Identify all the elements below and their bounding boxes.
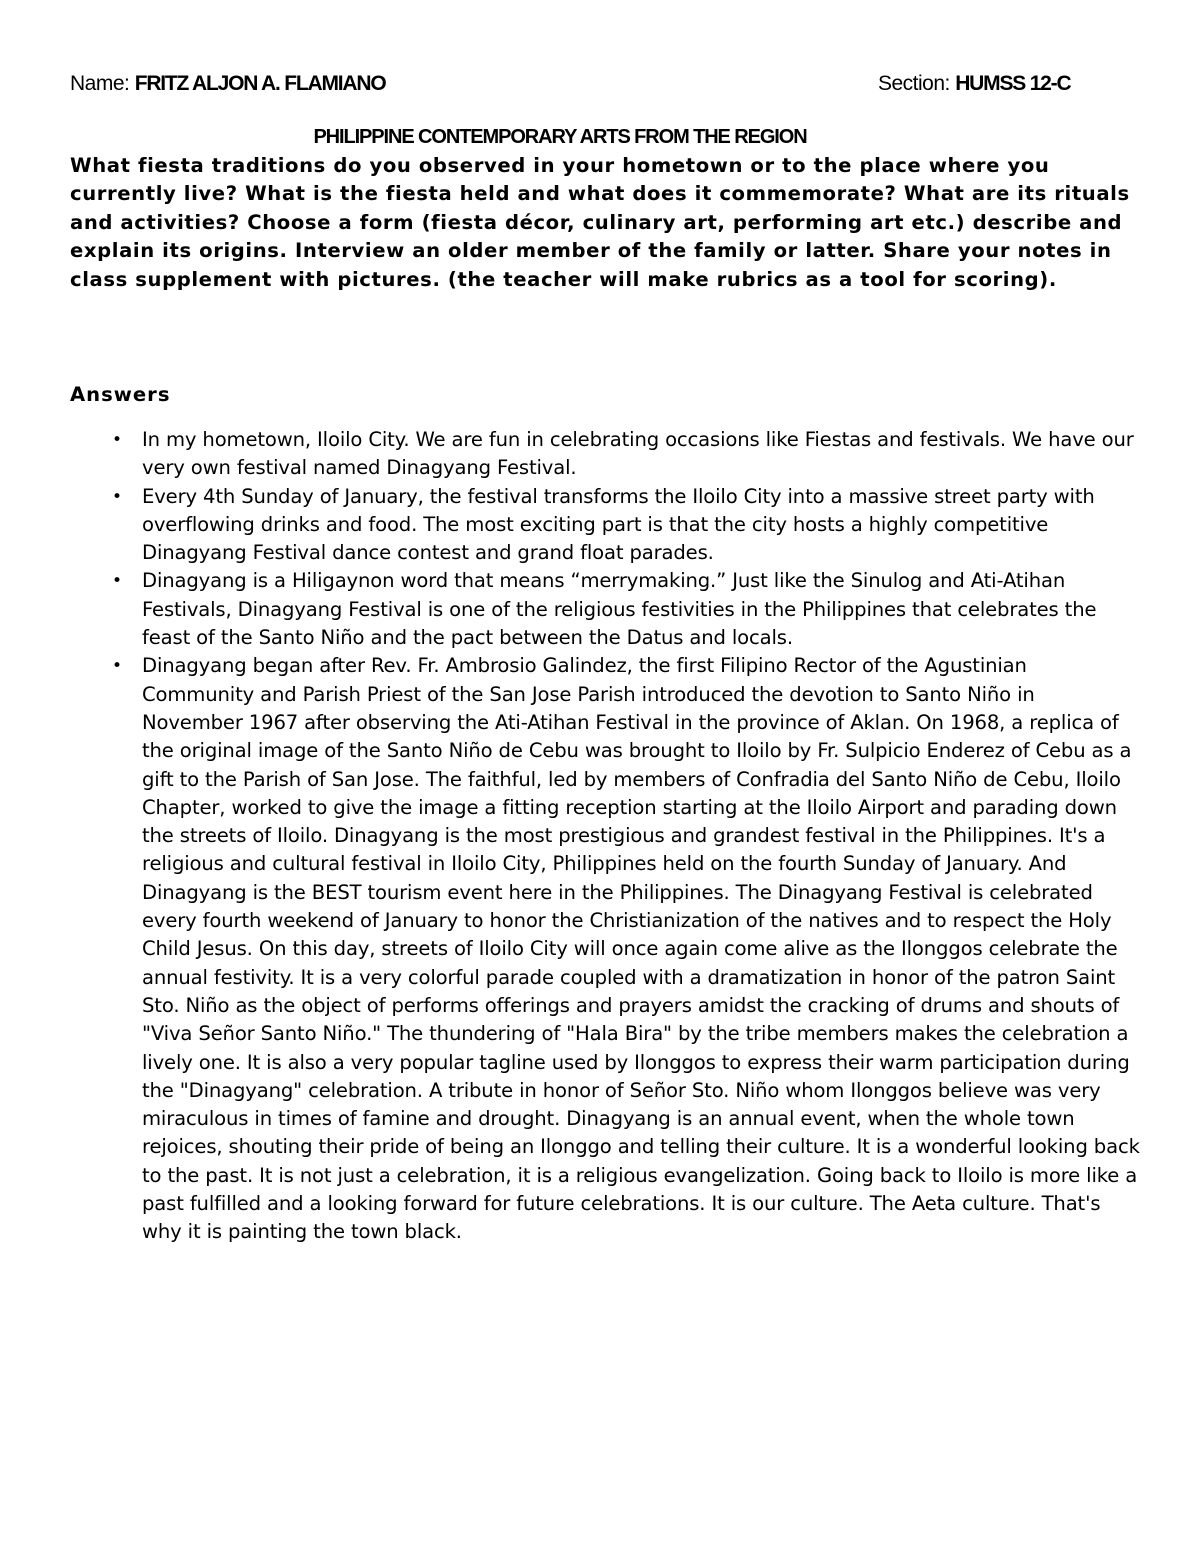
bullet-icon: • (112, 430, 122, 450)
answer-item (70, 567, 1140, 652)
document-title: PHILIPPINE CONTEMPORARY ARTS FROM THE REGION (313, 126, 807, 148)
answer-item (70, 426, 1140, 483)
name-field (70, 72, 386, 96)
bullet-icon: • (112, 571, 122, 592)
assignment-prompt: What fiesta traditions do you observed in your hometown or to the place where you currently live? What is the fiesta held and what does it commemorate? What are its rituals and activities? Choose a form (fiesta décor, culinary art, performing art etc.) describe and explain its origins. Interview an older member of the family or latter. Share your notes in class supplement with pictures. (the teacher will make rubrics as a tool for scoring). (70, 154, 1130, 291)
student-info-header (70, 72, 1130, 102)
name-value: FRITZ ALJON A. FLAMIANO (134, 72, 386, 95)
section-value: HUMSS 12-C (955, 72, 1071, 95)
answer-text: In my hometown, Iloilo City. We are fun in celebrating occasions like Fiestas and festivals. We have our very own festival named Dinagyang Festival. (142, 428, 1134, 480)
answer-text: Dinagyang began after Rev. Fr. Ambrosio Galindez, the first Filipino Rector of the Agustinian Community and Parish Priest of the San Jose Parish introduced the devotion to Santo Niño in November 1967 after observing the Ati-Atihan Festival in the province of Aklan. On 1968, a replica of the original image of the Santo Niño de Cebu was brought to Iloilo by Fr. Sulpicio Enderez of Cebu as a gift to the Parish of San Jose. The faithful, led by members of Confradia del Santo Niño de Cebu, Iloilo Chapter, worked to give the image a fitting reception starting at the Iloilo Airport and parading down the streets of Iloilo. Dinagyang is the most prestigious and grandest festival in the Philippines. It's a religious and cultural festival in Iloilo City, Philippines held on the fourth Sunday of January. And Dinagyang is the BEST tourism event here in the Philippines. The Dinagyang Festival is celebrated every fourth weekend of January to honor the Christianization of the natives and to respect the Holy Child Jesus. On this day, streets of Iloilo City will once again come alive as the Ilonggos celebrate the annual festivity. It is a very colorful parade coupled with a dramatization in honor of the patron Saint Sto. Niño as the object of performs offerings and prayers amidst the cracking of drums and shouts of "Viva Señor Santo Niño." The thundering of "Hala Bira" by the tribe members makes the celebration a lively one. It is also a very popular tagline used by Ilonggos to express their warm participation during the "Dinagyang" celebration. A tribute in honor of Señor Sto. Niño whom Ilonggos believe was very miraculous in times of famine and drought. Dinagyang is an annual event, when the whole town rejoices, shouting their pride of being an Ilonggo and telling their culture. It is a wonderful looking back to the past. It is not just a celebration, it is a religious evangelization. Going back to Iloilo is more like a past fulfilled and a looking forward for future celebrations. It is our culture. The Aeta culture. That's why it is painting the town black. (142, 654, 1140, 1244)
bullet-icon: • (112, 656, 122, 677)
name-label: Name: (70, 72, 135, 95)
section-label: Section: (878, 72, 956, 95)
answer-item (70, 652, 1140, 1246)
answer-item (70, 483, 1140, 568)
answers-list (70, 426, 1140, 1247)
bullet-icon: • (112, 486, 122, 507)
section-field (878, 72, 1070, 96)
answer-text: Every 4th Sunday of January, the festival transforms the Iloilo City into a massive street party with overflowing drinks and food. The most exciting part is that the city hosts a highly competitive Dinagyang Festival dance contest and grand float parades. (142, 484, 1095, 565)
answer-text: Dinagyang is a Hiligaynon word that means “merrymaking.” Just like the Sinulog and Ati-Atihan Festivals, Dinagyang Festival is one of the religious festivities in the Philippines that celebrates the feast of the Santo Niño and the pact between the Datus and locals. (142, 569, 1097, 650)
answers-heading: Answers (70, 383, 171, 406)
